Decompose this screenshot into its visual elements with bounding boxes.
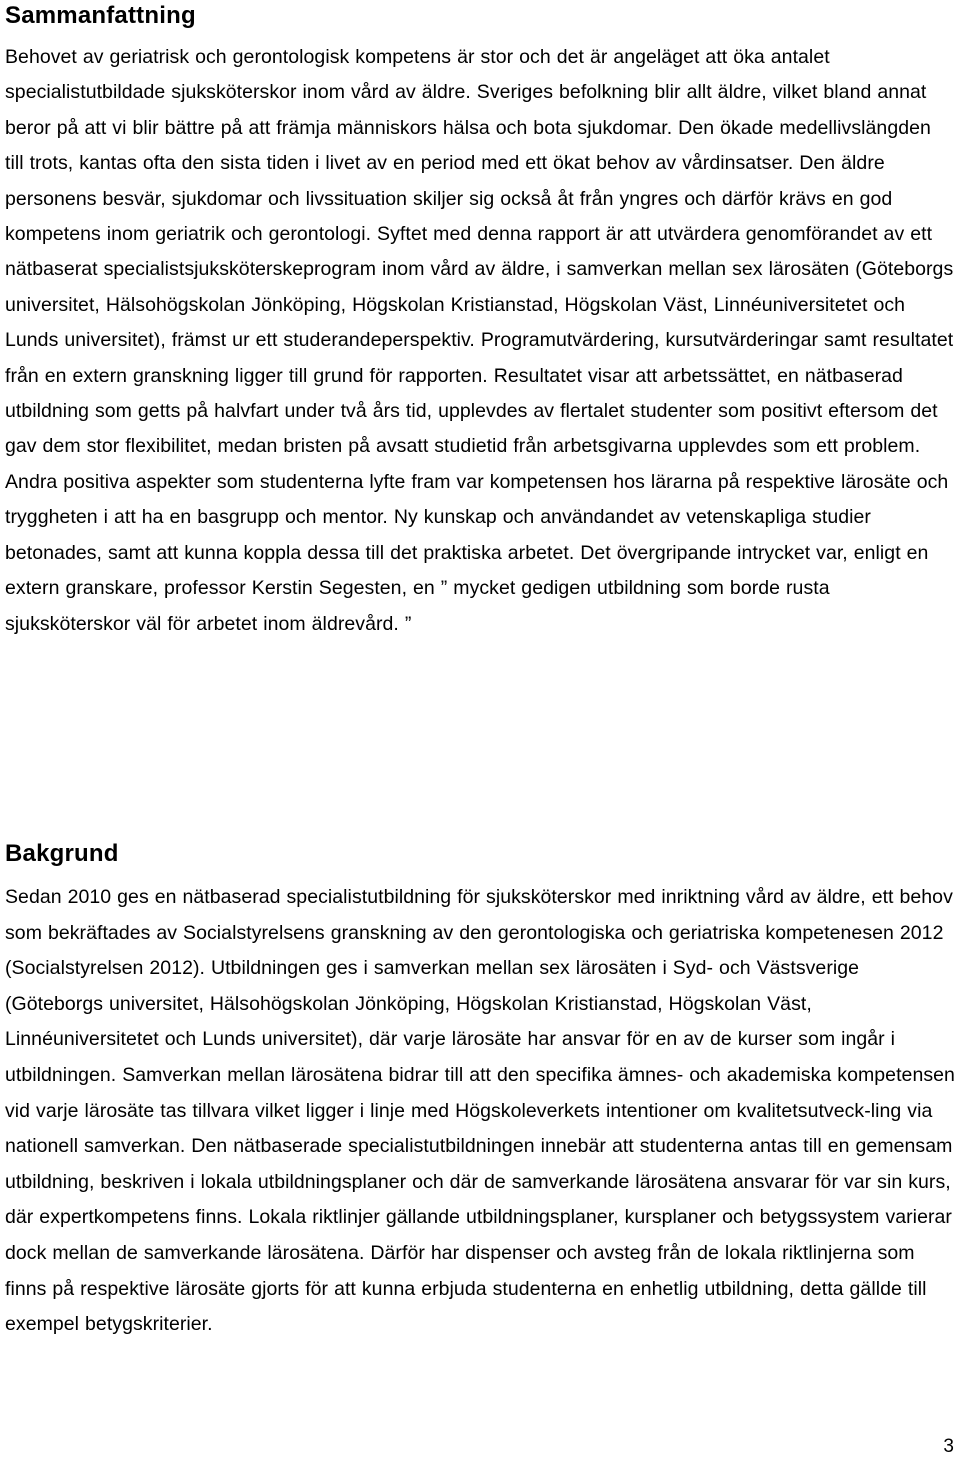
- summary-paragraph: Behovet av geriatrisk och gerontologisk kompetens är stor och det är angeläget att öka antalet specialistutbildade sjuksköterskor inom vård av äldre. Sveriges befolkning blir allt äldre, vilket bland annat beror på att vi blir bättre på att främja människors hälsa och bota sjukdomar. Den ökade medellivslängden till trots, kantas ofta den sista tiden i livet av en period med ett ökat behov av vårdinsatser. Den äldre personens besvär, sjukdomar och livssituation skiljer sig också åt från yngres och därför krävs en god kompetens inom geriatrik och gerontologi. Syftet med denna rapport är att utvärdera genomförandet av ett nätbaserat specialistsjuksköterskeprogram inom vård av äldre, i samverkan mellan sex lärosäten (Göteborgs universitet, Hälsohögskolan Jönköping, Högskolan Kristianstad, Högskolan Väst, Linnéuniversitetet och Lunds universitet), främst ur ett studerandeperspektiv. Programutvärdering, kursutvärderingar samt resultatet från en extern granskning ligger till grund för rapporten. Resultatet visar att arbetssättet, en nätbaserad utbildning som getts på halvfart under två års tid, upplevdes av flertalet studenter som positivt eftersom det gav dem stor flexibilitet, medan bristen på avsatt studietid från arbetsgivarna upplevdes som ett problem. Andra positiva aspekter som studenterna lyfte fram var kompetensen hos lärarna på respektive lärosäte och tryggheten i att ha en basgrupp och mentor. Ny kunskap och användandet av vetenskapliga studier betonades, samt att kunna koppla dessa till det praktiska arbetet. Det övergripande intrycket var, enligt en extern granskare, professor Kerstin Segesten, en ” mycket gedigen utbildning som borde rusta sjuksköterskor väl för arbetet inom äldrevård. ”: [5, 46, 954, 635]
- background-heading: Bakgrund: [5, 840, 119, 867]
- background-section: [5, 838, 955, 1343]
- summary-heading: Sammanfattning: [5, 2, 196, 29]
- page-number: 3: [943, 1436, 954, 1457]
- background-paragraph: Sedan 2010 ges en nätbaserad specialistutbildning för sjuksköterskor med inriktning vård av äldre, ett behov som bekräftades av Socialstyrelsens granskning av den gerontologiska och geriatriska kompetenesen 2012 (Socialstyrelsen 2012). Utbildningen ges i samverkan mellan sex lärosäten i Syd- och Västsverige (Göteborgs universitet, Hälsohögskolan Jönköping, Högskolan Kristianstad, Högskolan Väst, Linnéuniversitetet och Lunds universitet), där varje lärosäte har ansvar för en av de kurser som ingår i utbildningen. Samverkan mellan lärosätena bidrar till att den specifika ämnes- och akademiska kompetensen vid varje lärosäte tas tillvara vilket ligger i linje med Högskoleverkets intentioner om kvalitetsutveck-ling via nationell samverkan. Den nätbaserade specialistutbildningen innebär att studenterna antas till en gemensam utbildning, beskriven i lokala utbildningsplaner och där de samverkande lärosätena ansvarar för var sin kurs, där expertkompetens finns. Lokala riktlinjer gällande utbildningsplaner, kursplaner och betygssystem varierar dock mellan de samverkande lärosätena. Därför har dispenser och avsteg från de lokala riktlinjerna som finns på respektive lärosäte gjorts för att kunna erbjuda studenterna en enhetlig utbildning, detta gällde till exempel betygskriterier.: [5, 886, 955, 1336]
- summary-section: [5, 0, 955, 642]
